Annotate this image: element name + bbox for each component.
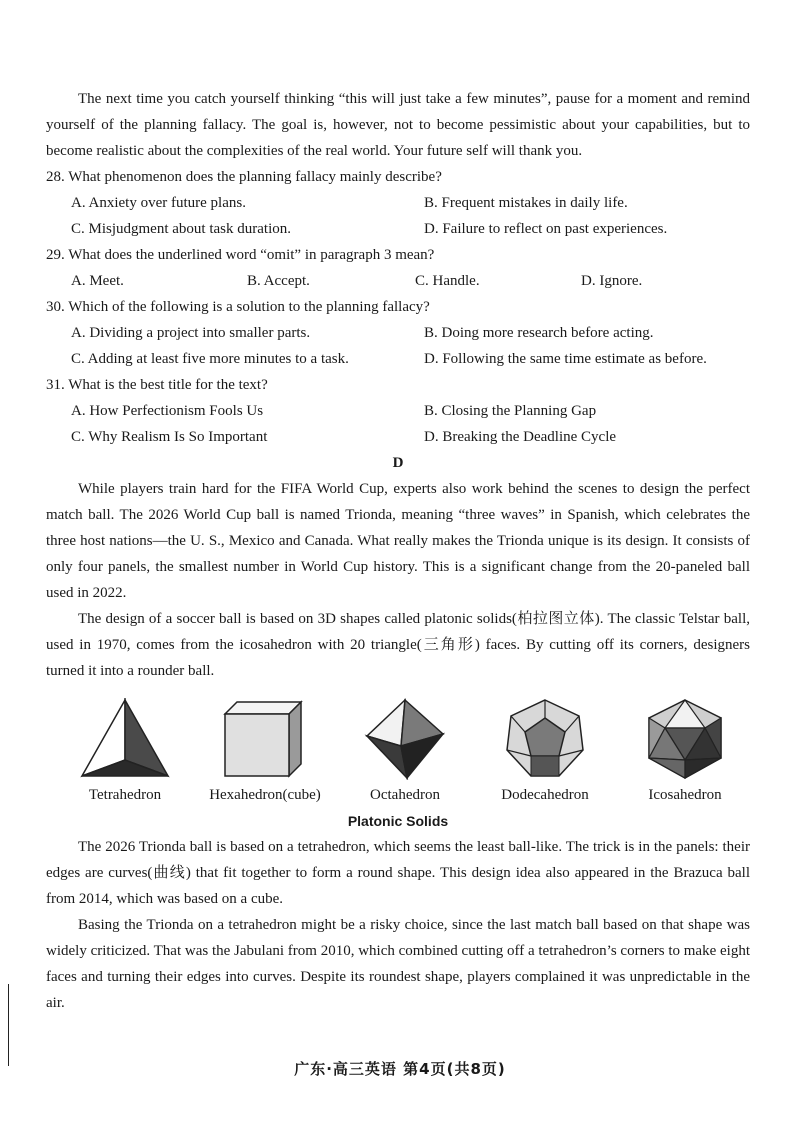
option-c: C. Handle. xyxy=(415,273,480,289)
section-d-paragraph-1: While players train hard for the FIFA World Cup, experts also work behind the scenes to design the perfect match ball. The 2026 World Cup ball is named Trionda, meaning “three waves” in Spanish, which celebrates the three host nations—the U. S., Mexico and Canada. What really makes the Trionda unique is its design. It consists of only four panels, the smallest number in World Cup history. This is a significant change from the 20-paneled ball used in 2022. xyxy=(46,481,750,601)
tetrahedron-figure xyxy=(60,698,190,806)
option-d: D. Following the same time estimate as before. xyxy=(424,351,707,367)
option-c: C. Why Realism Is So Important xyxy=(71,429,268,445)
options xyxy=(46,398,750,450)
option-b: B. Accept. xyxy=(247,273,310,289)
margin-line xyxy=(8,984,9,1066)
options xyxy=(46,268,750,294)
question-31 xyxy=(46,372,750,450)
option-a: A. Anxiety over future plans. xyxy=(71,195,246,211)
option-d: D. Breaking the Deadline Cycle xyxy=(424,429,617,445)
tetrahedron-icon xyxy=(80,698,170,780)
question-stem: 28. What phenomenon does the planning fallacy mainly describe? xyxy=(46,169,442,185)
options xyxy=(46,320,750,372)
question-stem: 30. Which of the following is a solution to the planning fallacy? xyxy=(46,299,430,315)
dodecahedron-icon xyxy=(503,698,587,780)
figure-caption: Platonic Solids xyxy=(347,813,449,829)
question-stem: 29. What does the underlined word “omit” in paragraph 3 mean? xyxy=(46,247,435,263)
page-footer: 广东·高三英语 第4页(共8页) xyxy=(294,1060,506,1078)
section-heading: D xyxy=(392,455,404,471)
octahedron-figure xyxy=(340,698,470,806)
cube-icon xyxy=(223,698,307,780)
solid-label: Icosahedron xyxy=(648,787,722,803)
question-29 xyxy=(46,242,750,294)
platonic-solids-figure xyxy=(46,684,750,806)
option-c: C. Adding at least five more minutes to a task. xyxy=(71,351,349,367)
option-a: A. How Perfectionism Fools Us xyxy=(71,403,264,419)
option-b: B. Frequent mistakes in daily life. xyxy=(424,195,628,211)
question-stem: 31. What is the best title for the text? xyxy=(46,377,268,393)
section-d-paragraph-4: Basing the Trionda on a tetrahedron might be a risky choice, since the last match ball based on that shape was widely criticized. That was the Jabulani from 2010, which combined cutting off a tetrahedron’s corners to make eight faces and turning their edges into curves. Despite its roundest shape, players complained it was unpredictable in the air. xyxy=(46,917,750,1011)
solid-label: Hexahedron(cube) xyxy=(209,787,321,803)
octahedron-icon xyxy=(363,698,447,780)
dodecahedron-figure xyxy=(480,698,610,806)
option-a: A. Meet. xyxy=(71,273,124,289)
option-b: B. Closing the Planning Gap xyxy=(424,403,597,419)
option-c: C. Misjudgment about task duration. xyxy=(71,221,291,237)
section-d-paragraph-3: The 2026 Trionda ball is based on a tetrahedron, which seems the least ball-like. The trick is in the panels: their edges are curves(曲线) that fit together to form a round shape. This design idea also appeared in the Brazuca ball from 2014, which was based on a cube. xyxy=(46,839,750,907)
option-a: A. Dividing a project into smaller parts. xyxy=(71,325,311,341)
question-28 xyxy=(46,164,750,242)
option-d: D. Ignore. xyxy=(581,273,643,289)
solid-label: Octahedron xyxy=(370,787,440,803)
option-b: B. Doing more research before acting. xyxy=(424,325,654,341)
solid-label: Dodecahedron xyxy=(501,787,589,803)
section-d-paragraph-2: The design of a soccer ball is based on 3D shapes called platonic solids(柏拉图立体). The classic Telstar ball, used in 1970, comes from the icosahedron with 20 triangle(三角形) faces. By cutting off its corners, designers turned it into a rounder ball. xyxy=(46,611,750,679)
solid-label: Tetrahedron xyxy=(88,787,162,803)
icosahedron-icon xyxy=(643,698,727,780)
exam-page xyxy=(46,86,750,1016)
option-d: D. Failure to reflect on past experiences. xyxy=(424,221,668,237)
question-30 xyxy=(46,294,750,372)
options xyxy=(46,190,750,242)
icosahedron-figure xyxy=(620,698,750,806)
intro-paragraph: The next time you catch yourself thinking “this will just take a few minutes”, pause for a moment and remind yourself of the planning fallacy. The goal is, however, not to become pessimistic about your capabilities, but to become realistic about the complexities of the real world. Your future self will thank you. xyxy=(46,91,750,159)
hexahedron-figure xyxy=(200,698,330,806)
